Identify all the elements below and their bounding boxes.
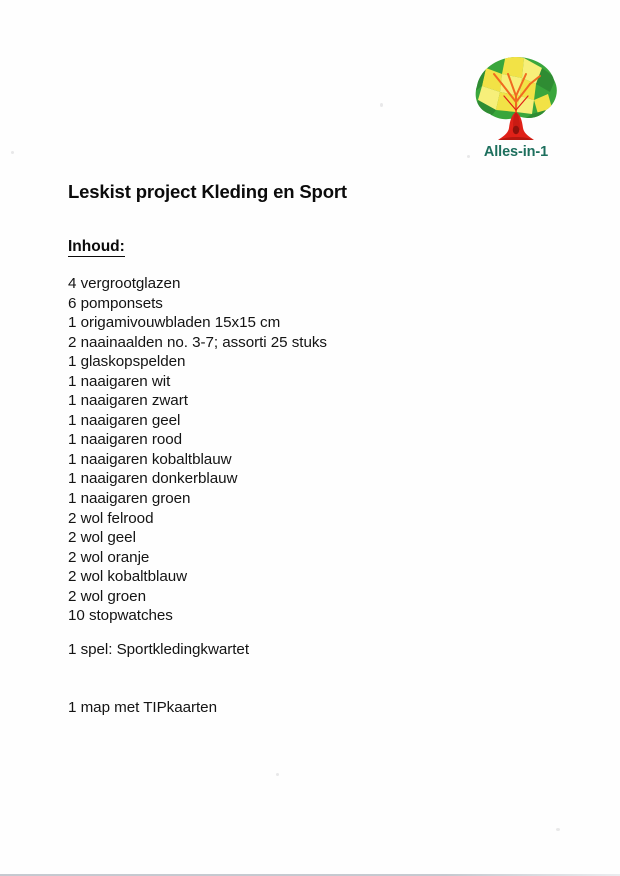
list-item: 1 naaigaren geel bbox=[68, 411, 181, 429]
list-item: 1 naaigaren kobaltblauw bbox=[68, 450, 232, 468]
scan-speck bbox=[11, 151, 14, 154]
list-item: 1 glaskopspelden bbox=[68, 353, 186, 371]
section-heading-text: Inhoud: bbox=[68, 238, 125, 255]
scan-speck bbox=[276, 773, 279, 776]
list-item: 1 naaigaren donkerblauw bbox=[68, 470, 238, 488]
page-title: Leskist project Kleding en Sport bbox=[68, 181, 347, 202]
list-item: 6 pomponsets bbox=[68, 294, 163, 312]
trailing-line-tipkaarten: 1 map met TIPkaarten bbox=[68, 699, 217, 716]
inventory-list bbox=[68, 274, 327, 626]
list-item: 2 wol groen bbox=[68, 587, 146, 605]
scan-speck bbox=[467, 155, 470, 158]
section-heading bbox=[68, 238, 125, 256]
tree-logo-icon bbox=[466, 52, 566, 148]
list-item: 1 origamivouwbladen 15x15 cm bbox=[68, 314, 281, 332]
scan-speck bbox=[380, 103, 383, 107]
list-item: 4 vergrootglazen bbox=[68, 275, 181, 292]
list-item: 2 wol kobaltblauw bbox=[68, 568, 188, 586]
list-item: 1 naaigaren wit bbox=[68, 372, 171, 390]
list-item: 2 wol oranje bbox=[68, 548, 150, 566]
list-item: 2 wol geel bbox=[68, 529, 136, 547]
scan-speck bbox=[556, 828, 560, 831]
alles-in-1-logo bbox=[466, 52, 566, 170]
list-item: 1 naaigaren rood bbox=[68, 431, 183, 449]
trailing-line-game: 1 spel: Sportkledingkwartet bbox=[68, 641, 249, 658]
list-item: 1 naaigaren groen bbox=[68, 490, 191, 508]
list-item: 2 wol felrood bbox=[68, 509, 154, 527]
logo-wordmark: Alles-in-1 bbox=[483, 144, 549, 160]
list-item: 2 naainaalden no. 3-7; assorti 25 stuks bbox=[68, 333, 327, 351]
list-item: 10 stopwatches bbox=[68, 607, 173, 625]
list-item: 1 naaigaren zwart bbox=[68, 392, 188, 410]
